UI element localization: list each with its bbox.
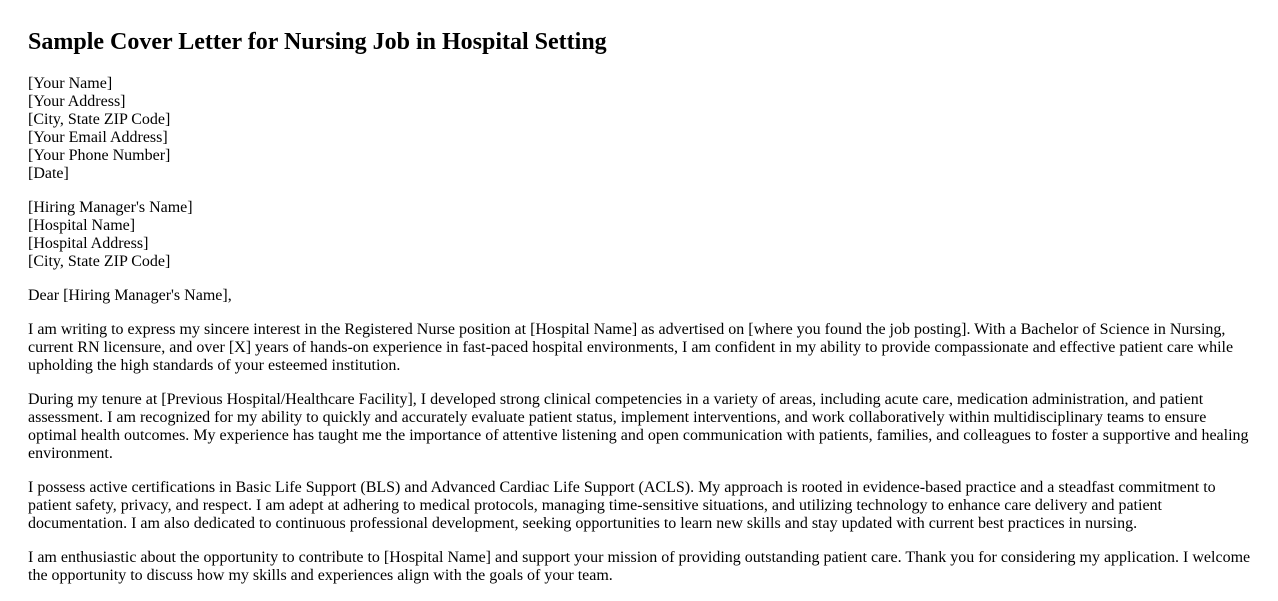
body-paragraph-1 [28,321,1258,375]
recipient-city-state-zip: [City, State ZIP Code] [28,253,171,270]
sender-name: [Your Name] [28,75,113,92]
salutation-text: Dear [Hiring Manager's Name], [28,287,232,304]
body-paragraph-4 [28,549,1258,585]
paragraph-text: I am writing to express my sincere interest in the Registered Nurse position at [Hospital Name] as advertised on [where you found the job posting]. With a Bachelor of Science in Nursing, current RN licensure, and over [X] years of hands-on experience in fast-paced hospital environments, I am confident in my ability to provide compassionate and effective patient care while upholding the high standards of your esteemed institution. [28,321,1234,374]
sender-address: [Your Address] [28,93,126,110]
recipient-address-block [28,199,1258,271]
paragraph-text: I am enthusiastic about the opportunity to contribute to [Hospital Name] and support your mission of providing outstanding patient care. Thank you for considering my application. I welcome the opportunity to discuss how my skills and experiences align with the goals of your team. [28,549,1251,584]
sender-address-block [28,75,1258,183]
recipient-name: [Hiring Manager's Name] [28,199,193,216]
recipient-hospital-address: [Hospital Address] [28,235,149,252]
body-paragraph-3 [28,479,1258,533]
paragraph-text: During my tenure at [Previous Hospital/Healthcare Facility], I developed strong clinical competencies in a variety of areas, including acute care, medication administration, and patient assessment. I am recognized for my ability to quickly and accurately evaluate patient status, implement interventions, and work collaboratively within multidisciplinary teams to ensure optimal health outcomes. My experience has taught me the importance of attentive listening and open communication with patients, families, and colleagues to foster a supportive and healing environment. [28,391,1249,462]
letter-date: [Date] [28,165,69,182]
recipient-hospital-name: [Hospital Name] [28,217,136,234]
salutation [28,287,1258,305]
sender-email: [Your Email Address] [28,129,168,146]
body-paragraph-2 [28,391,1258,463]
paragraph-text: I possess active certifications in Basic Life Support (BLS) and Advanced Cardiac Life Support (ACLS). My approach is rooted in evidence-based practice and a steadfast commitment to patient safety, privacy, and respect. I am adept at adhering to medical protocols, managing time-sensitive situations, and utilizing technology to enhance care delivery and patient documentation. I am also dedicated to continuous professional development, seeking opportunities to learn new skills and stay updated with current best practices in nursing. [28,479,1216,532]
sender-city-state-zip: [City, State ZIP Code] [28,111,171,128]
page-title: Sample Cover Letter for Nursing Job in Hospital Setting [28,29,607,55]
sender-phone: [Your Phone Number] [28,147,171,164]
